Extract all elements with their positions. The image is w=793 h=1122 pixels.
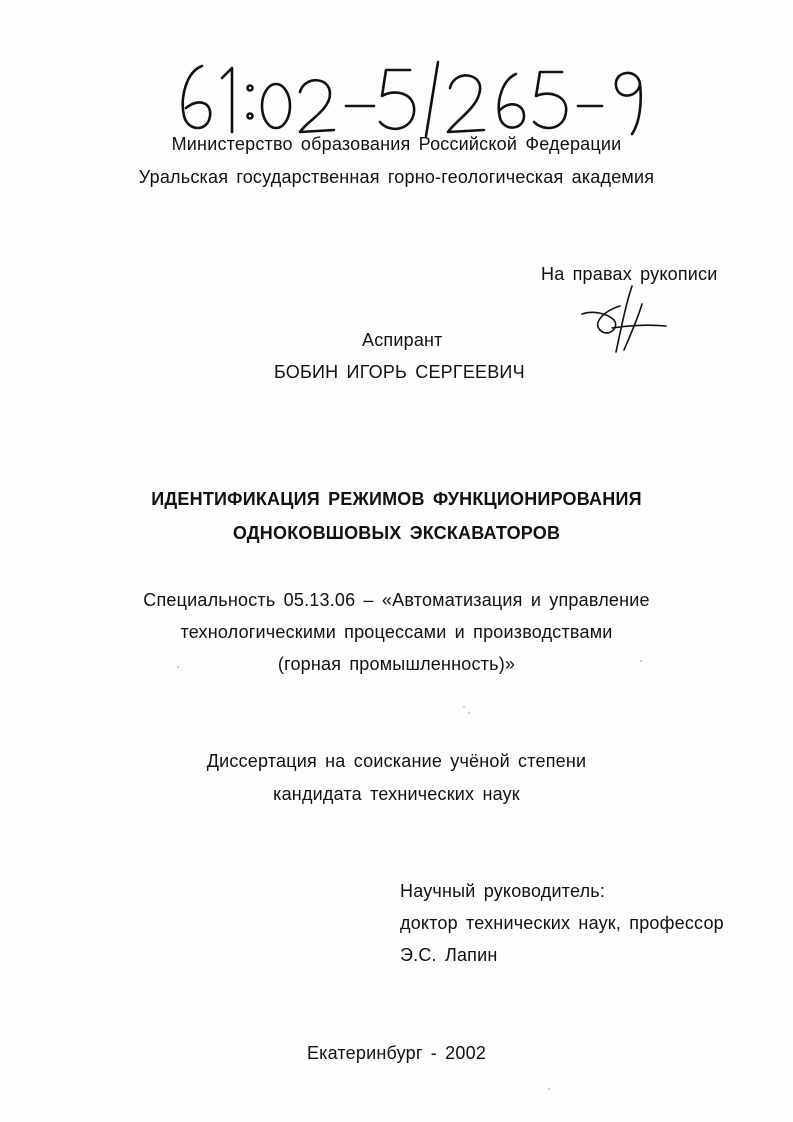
author-role: Аспирант	[362, 330, 443, 350]
scan-speck	[177, 666, 179, 668]
academy-heading: Уральская государственная горно-геологическая академия	[138, 167, 655, 187]
ministry-heading: Министерство образования Российской Федерации	[171, 134, 622, 154]
dissertation-title-line-2: ОДНОКОВШОВЫХ ЭКСКАВАТОРОВ	[232, 523, 561, 543]
supervisor-label: Научный руководитель:	[400, 881, 606, 901]
scan-speck	[463, 706, 465, 708]
dissertation-title-line-1: ИДЕНТИФИКАЦИЯ РЕЖИМОВ ФУНКЦИОНИРОВАНИЯ	[151, 489, 642, 509]
dissertation-degree-line-1: Диссертация на соискание учёной степени	[206, 751, 587, 771]
city-year: Екатеринбург - 2002	[306, 1043, 487, 1063]
specialty-line-3: (горная промышленность)»	[277, 654, 516, 674]
dissertation-degree-line-2: кандидата технических наук	[273, 784, 520, 804]
scan-speck	[640, 660, 642, 662]
rights-note: На правах рукописи	[541, 264, 718, 284]
supervisor-name: Э.С. Лапин	[400, 945, 498, 965]
handwritten-signature	[578, 280, 668, 355]
supervisor-degree: доктор технических наук, профессор	[400, 913, 724, 933]
specialty-line-2: технологическими процессами и производствами	[180, 622, 613, 642]
handwritten-archive-code	[170, 58, 670, 138]
scan-speck	[468, 712, 470, 714]
specialty-line-1: Специальность 05.13.06 – «Автоматизация и управление	[143, 590, 650, 610]
scan-speck	[548, 1088, 550, 1090]
author-name: БОБИН ИГОРЬ СЕРГЕЕВИЧ	[274, 362, 525, 382]
